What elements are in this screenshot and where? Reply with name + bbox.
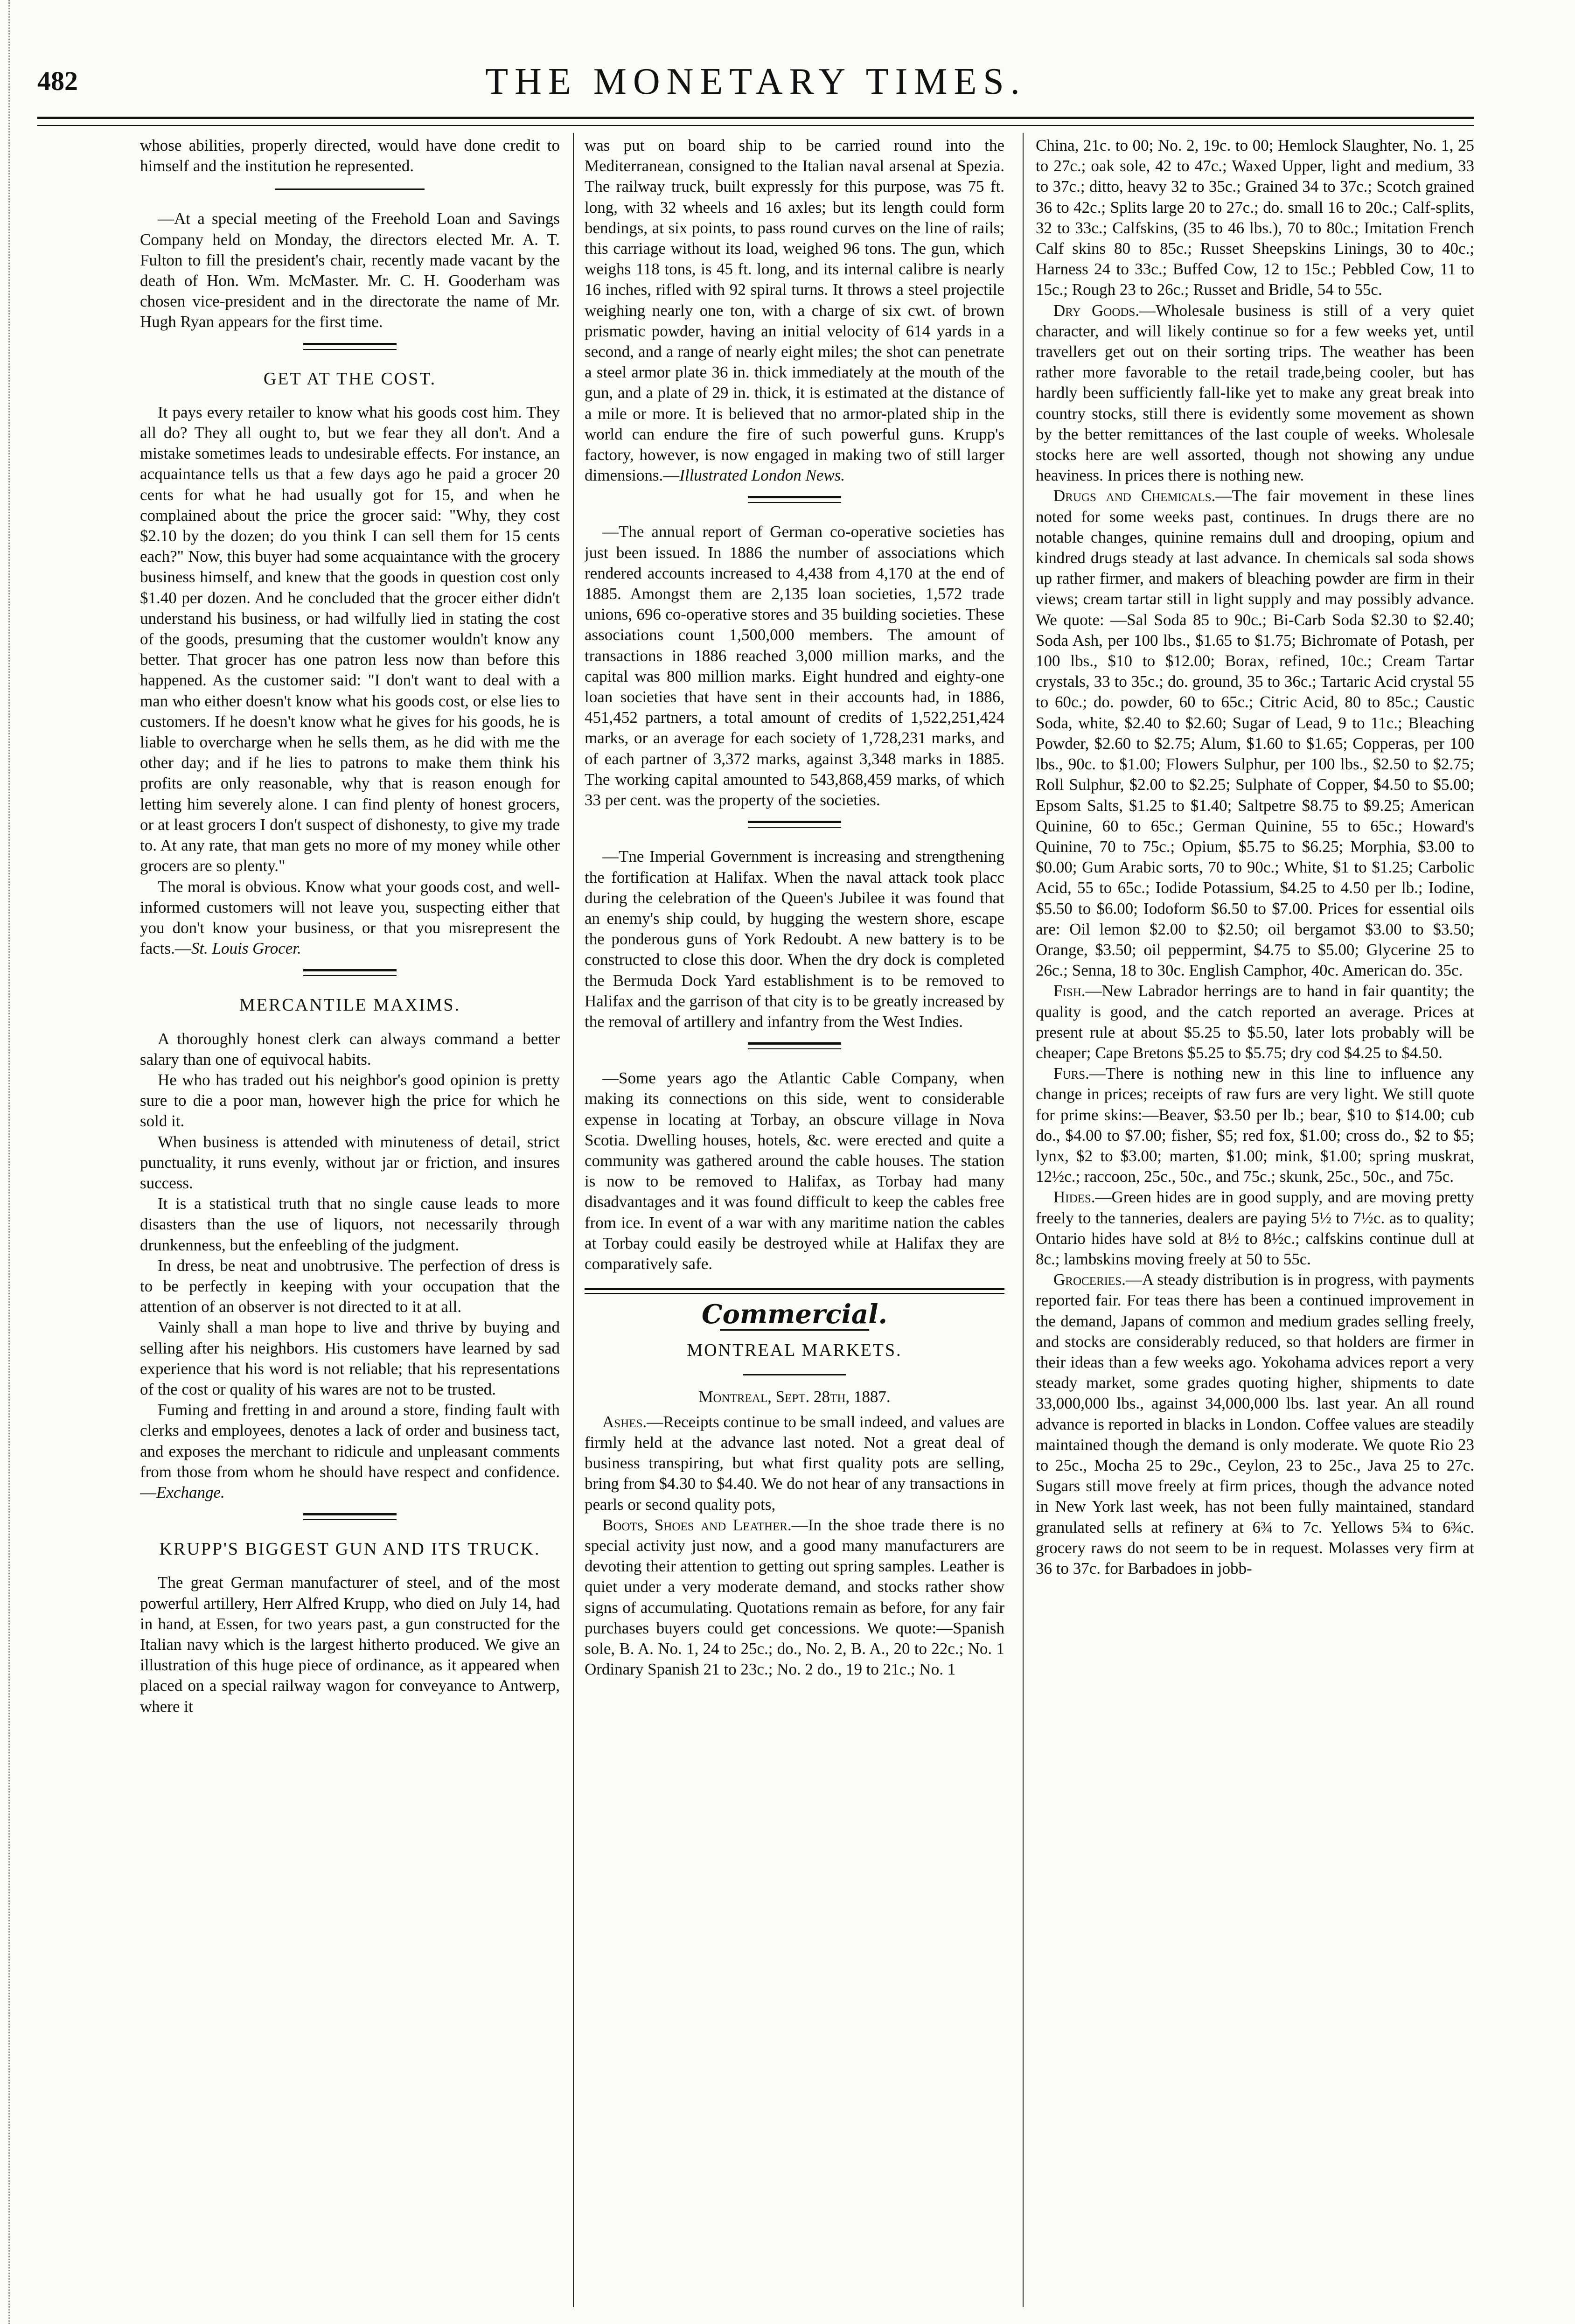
market-label: Groceries.: [1053, 1270, 1126, 1289]
market-label: Boots, Shoes and Leather.: [602, 1515, 792, 1534]
section-divider: [748, 821, 841, 828]
market-label: Fish.: [1053, 982, 1086, 1000]
market-text: —Wholesale business is still of a very quiet character, and will likely continue so for a few weeks yet, until travellers get out on their sorting trips. The weather has been rather more favorable to the retail trade,being cooler, but has hardly been sufficiently fall-like yet to make any great break into country stocks, still there is evidently some movement as shown by the better remittances of the last couple of weeks. Wholesale stocks here are well assorted, though not showing any undue heaviness. In prices there is nothing new.: [1036, 301, 1474, 485]
market-text: —In the shoe trade there is no special activity just now, and a good many manufacturers are devoting their attention to getting out spring samples. Leather is quiet under a very moderate demand, and stocks rather show signs of accumulating. Quotations remain as before, for any fair purchases buyers could get concessions. We quote:—Spanish sole, B. A. No. 1, 24 to 25c.; do., No. 2, B. A., 20 to 22c.; No. 1 Ordinary Spanish 21 to 23c.; No. 2 do., 19 to 21c.; No. 1: [585, 1515, 1004, 1679]
market-item-fish: [1036, 981, 1474, 1063]
news-item-halifax: —Tne Imperial Government is increasing and strengthening the fortification at Halifax. When the naval attack took placc during the celebration of the Queen's Jubilee it was found that an enemy's ship could, by hugging the western shore, escape the ponderous guns of York Redoubt. A new battery is to be constructed to close this door. When the dry dock is completed the Bermuda Dock Yard establishment is to be removed to Halifax and the garrison of that city is to be greatly increased by the removal of artillery and infantry from the West Indies.: [585, 847, 1004, 1031]
article-text: The moral is obvious. Know what your goods cost, and well-informed customers will not leave you, suspecting either that you don't know your business, or that you misrepresent the facts.—: [140, 877, 560, 958]
heading-montreal-markets: MONTREAL MARKETS.: [687, 1340, 902, 1361]
market-text: —Green hides are in good supply, and are moving pretty freely to the tanneries, dealers are paying 5½ to 7½c. as to quality; Ontario hides have sold at 8½ to 8½c.; calfskins continue dull at 8c.; lambskins moving freely at 50 to 55c.: [1036, 1188, 1474, 1268]
masthead-title: THE MONETARY TIMES.: [485, 61, 1026, 102]
article-paragraph: It pays every retailer to know what his goods cost him. They all do? They all ought to, but we fear they all don't. And a mistake sometimes leads to undesirable effects. For instance, an acquaintance tells us that a few days ago he paid a grocer 20 cents for what he had usually got for 15, and when he complained about the price the grocer said: "Why, they cost $2.10 by the dozen; do you think I can sell them for 15 cents each?" Now, this buyer had some acquaintance with the grocery business himself, and knew that the goods in question cost only $1.40 per dozen. And he concluded that the grocer either didn't understand his business, or had wilfully lied in stating the cost of the goods, presuming that the customer wouldn't know any better. That grocer has one patron less now than before this happened. As the customer said: "I don't want to deal with a man who either doesn't know what his goods cost, or else lies to customers. If he doesn't know what he gives for his goods, he is liable to overcharge when he sells them, as he did with me the other day; and if he lies to patrons to make them think his profits are only reasonable, why that is reason enough for letting him severely alone. I can find plenty of honest grocers, or at least grocers I don't suspect of dishonesty, to give my trade to. At any rate, that man gets no more of my money while other grocers are so plenty.": [140, 403, 560, 875]
article-paragraph: The great German manufacturer of steel, and of the most powerful artillery, Herr Alfred Krupp, who died on July 14, had in hand, at Essen, for two years past, a gun constructed for the Italian navy which is the largest hitherto produced. We give an illustration of this huge piece of ordinance, as it appeared when placed on a special railway wagon for conveyance to Antwerp, where it: [140, 1573, 560, 1716]
heading-mercantile-maxims: MERCANTILE MAXIMS.: [239, 995, 461, 1015]
maxim: It is a statistical truth that no single cause leads to more disasters than the use of liquors, not necessarily through drunkenness, but the enfeebling of the judgment.: [140, 1194, 560, 1254]
header-rule-thin: [37, 125, 1474, 126]
maxim: He who has traded out his neighbor's good opinion is pretty sure to die a poor man, however high the price for which he sold it.: [140, 1070, 560, 1131]
page-header: [37, 56, 1474, 117]
section-divider: [748, 496, 841, 503]
market-item-groceries: [1036, 1270, 1474, 1579]
market-text: —The fair movement in these lines noted for some weeks past, continues. In drugs there are no notable changes, quinine remains dull and drooping, opium and kindred drugs steady at last advance. In chemicals sal soda shows up rather firmer, and makers of bleaching powder are firm in their views; cream tartar still in light supply and may possibly advance. We quote: —Sal Soda 85 to 90c.; Bi-Carb Soda $2.30 to $2.40; Soda Ash, per 100 lbs., $1.65 to $1.75; Bichromate of Potash, per 100 lbs., $10 to $12.00; Borax, refined, 10c.; Cream Tartar crystals, 33 to 35c.; do. ground, 35 to 36c.; Tartaric Acid crystal 55 to 60c.; do. powder, 60 to 65c.; Citric Acid, 80 to 85c.; Caustic Soda, white, $2.40 to $2.60; Sugar of Lead, 9 to 11c.; Bleaching Powder, $2.60 to $2.75; Alum, $1.60 to $1.65; Copperas, per 100 lbs., 90c. to $1.00; Flowers Sulphur, per 100 lbs., $2.50 to $2.75; Roll Sulphur, $2.00 to $2.25; Sulphate of Copper, $4.50 to $5.00; Epsom Salts, $1.25 to $1.40; Saltpetre $8.75 to $9.25; American Quinine, 60 to 65c.; German Quinine, 55 to 65c.; Howard's Quinine, 70 to 75c.; Opium, $5.75 to $6.25; Morphia, $3.00 to $0.00; Gum Arabic sorts, 70 to 90c.; White, $1 to $1.25; Carbolic Acid, 55 to 65c.; Iodide Potassium, $4.25 to 4.50 per lb.; Iodine, $5.50 to $6.00; Iodoform $6.50 to $7.00. Prices for essential oils are: Oil lemon $2.00 to $2.50; oil bergamot $3.00 to $3.50; Orange, $3.50; oil peppermint, $4.75 to $5.00; Glycerine 25 to 26c.; Senna, 18 to 30c. English Camphor, 40c. American do. 35c.: [1036, 487, 1474, 980]
maxim: In dress, be neat and unobtrusive. The perfection of dress is to be perfectly in keeping with your occupation that the attention of an observer is not directed to it at all.: [140, 1256, 560, 1316]
market-item-furs: [1036, 1063, 1474, 1187]
market-label: Furs.: [1053, 1064, 1089, 1083]
article-source: St. Louis Grocer.: [191, 939, 301, 958]
column-1: [140, 135, 560, 2310]
market-label: Hides.: [1053, 1188, 1095, 1207]
news-item-freehold: —At a special meeting of the Freehold Loan and Savings Company held on Monday, the directors elected Mr. A. T. Fulton to fill the president's chair, recently made vacant by the death of Hon. Wm. McMaster. Mr. C. H. Gooderham was chosen vice-president and in the directorate the name of Mr. Hugh Ryan appears for the first time.: [140, 209, 560, 331]
market-item-ashes: [585, 1412, 1004, 1515]
header-rule-thick: [37, 117, 1474, 119]
column-rule: [573, 133, 574, 2307]
market-text: —There is nothing new in this line to influence any change in prices; receipts of raw furs are very light. We still quote for prime skins:—Beaver, $3.50 per lb.; bear, $10 to $14.00; cub do., $4.00 to $7.00; fisher, $5; red fox, $1.00; cross do., $2 to $5; lynx, $2 to $3.00; marten, $1.00; mink, $1.00; spring muskrat, 12½c.; raccoon, 25c., 50c., and 75c.; skunk, 25c., 50c., and 75c.: [1036, 1064, 1474, 1186]
page-edge: [8, 0, 14, 2324]
maxim: Vainly shall a man hope to live and thrive by buying and selling after his neighbors. His customers have learned by sad experience that his word is not reliable; that his representations of the cost or quality of his wares are not to be trusted.: [140, 1318, 560, 1398]
article-paragraph: [140, 877, 560, 959]
column-2: [585, 135, 1004, 2310]
section-divider: [748, 1042, 841, 1049]
section-divider: [303, 1513, 397, 1520]
maxim: When business is attended with minuteness of detail, strict punctuality, it runs evenly, without jar or friction, and insures success.: [140, 1132, 560, 1192]
section-divider: [303, 343, 397, 350]
market-item-dry-goods: [1036, 300, 1474, 486]
section-divider: [303, 969, 397, 976]
article-continuation: [585, 135, 1004, 486]
heading-get-at-the-cost: GET AT THE COST.: [263, 369, 437, 389]
article-continuation: whose abilities, properly directed, would have done credit to himself and the institution he represented.: [140, 136, 560, 175]
section-break-rule: [585, 1288, 1004, 1294]
article-source: Exchange.: [156, 1483, 225, 1501]
heading-krupp: KRUPP'S BIGGEST GUN AND ITS TRUCK.: [159, 1539, 541, 1559]
maxim: [140, 1400, 560, 1503]
news-item-cooperative: —The annual report of German co-operative societies has just been issued. In 1886 the number of associations which rendered accounts increased to 4,438 from 4,170 at the end of 1885. Amongst them are 2,135 loan societies, 1,572 trade unions, 696 co-operative stores and 35 building societies. These associations count 1,500,000 members. The amount of transactions in 1886 reached 3,000 million marks, and the capital was 800 million marks. Eight hundred and eighty-one loan societies that have sent in their accounts had, in 1886, 451,452 partners, a total amount of credits of 1,522,251,424 marks, or an average for each society of 1,728,231 marks, and of each partner of 3,372 marks, against 3,348 marks in 1885. The working capital amounted to 543,868,459 marks, of which 33 per cent. was the property of the societies.: [585, 523, 1004, 810]
market-text: —Receipts continue to be small indeed, and values are firmly held at the advance last noted. Not a great deal of business transpiring, but what first quality pots are selling, bring from $4.30 to $4.40. We do not hear of any transactions in pearls or second quality pots,: [585, 1412, 1004, 1514]
market-text: —A steady distribution is in progress, with payments reported fair. For teas there has been a continued improvement in the demand, Japans of common and medium grades selling freely, and stocks are considerably reduced, so that holders are firmer in their ideas than a few weeks ago. Yokohama advices report a very steady market, some grades quoting higher, shipments to date 33,000,000 lbs., against 34,000,000 lbs. last year. An all round advance is reported in blacks in London. Coffee values are steadily maintained though the demand is only moderate. We quote Rio 23 to 25c., Mocha 25 to 29c., Ceylon, 23 to 25c., Java 25 to 27c. Sugars still move freely at firm prices, though the advance noted in New York last week, has not been fully maintained, standard granulated sells at refinery at 6¾ to 7c. Yellows 5¾ to 6¾c. grocery raws do not seem to be in request. Molasses very firm at 36 to 37c. for Barbadoes in jobb-: [1036, 1270, 1474, 1578]
market-label: Ashes.: [602, 1412, 647, 1431]
market-continuation: China, 21c. to 00; No. 2, 19c. to 00; Hemlock Slaughter, No. 1, 25 to 27c.; oak sole, 42 to 47c.; Waxed Upper, light and medium, 33 to 37c.; ditto, heavy 32 to 35c.; Grained 34 to 37c.; Scotch grained 36 to 42c.; Splits large 20 to 27c.; do. small 16 to 20c.; Calf-splits, 32 to 33c.; Calfskins, (35 to 46 lbs.), 70 to 80c.; Imitation French Calf skins 80 to 85c.; Russet Sheepskins Linings, 30 to 40c.; Harness 24 to 33c.; Buffed Cow, 12 to 15c.; Pebbled Cow, 11 to 15c.; Rough 23 to 26c.; Russet and Bridle, 54 to 55c.: [1036, 136, 1474, 299]
market-text: —New Labrador herrings are to hand in fair quantity; the quality is good, and the catch reported an average. Prices at present rule at about $5.25 to $5.50, later lots probably will be cheaper; Cape Bretons $5.25 to $5.75; dry cod $4.25 to $4.50.: [1036, 982, 1474, 1062]
market-label: Drugs and Chemicals.: [1053, 487, 1216, 505]
column-3: [1036, 135, 1474, 2310]
article-text: was put on board ship to be carried round into the Mediterranean, consigned to the Italian naval arsenal at Spezia. The railway truck, built expressly for this purpose, was 75 ft. long, with 32 wheels and 16 axles; but its length could form bendings, at six points, to pass round curves on the line of rails; this carriage without its load, weighed 96 tons. The gun, which weighs 118 tons, is 45 ft. long, and its internal calibre is nearly 16 inches, rifled with 92 spiral turns. It throws a steel projectile weighing nearly one ton, with a charge of six cwt. of brown prismatic powder, having an initial velocity of 614 yards in a second, and a range of nearly eight miles; the shot can penetrate a steel armor plate 36 in. thick immediately at the mouth of the gun, and a plate of 29 in. thick, it is estimated at the distance of a mile or more. It is believed that no armor-plated ship in the world can endure the fire of such powerful guns. Krupp's factory, however, is now engaged in making two of still larger dimensions.—: [585, 136, 1004, 485]
page-number: 482: [37, 66, 78, 96]
market-item-drugs: [1036, 486, 1474, 981]
market-label: Dry Goods.: [1053, 301, 1140, 320]
dateline: Montreal, Sept. 28th, 1887.: [698, 1387, 891, 1406]
heading-commercial: Commercial.: [702, 1299, 887, 1330]
section-divider: [275, 188, 425, 190]
section-divider: [743, 1374, 846, 1375]
maxim-text: Fuming and fretting in and around a store, finding fault with clerks and employees, denotes a lack of order and business tact, and exposes the merchant to ridicule and unpleasant comments from those from whom he should have respect and confidence.—: [140, 1401, 560, 1501]
maxim: A thoroughly honest clerk can always command a better salary than one of equivocal habits.: [140, 1029, 560, 1068]
news-item-cable: —Some years ago the Atlantic Cable Company, when making its connections on this side, went to considerable expense in locating at Torbay, an obscure village in Nova Scotia. Dwelling houses, hotels, &c. were erected and quite a community was gathered around the cable houses. The station is now to be removed to Halifax, as Torbay had many disadvantages and it was found difficult to keep the cables free from ice. In event of a war with any maritime nation the cables at Torbay could easily be destroyed while at Halifax they are comparatively safe.: [585, 1069, 1004, 1273]
column-rule: [1023, 133, 1024, 2307]
market-item-boots: [585, 1515, 1004, 1680]
article-source: Illustrated London News.: [679, 466, 845, 485]
market-item-hides: [1036, 1187, 1474, 1270]
